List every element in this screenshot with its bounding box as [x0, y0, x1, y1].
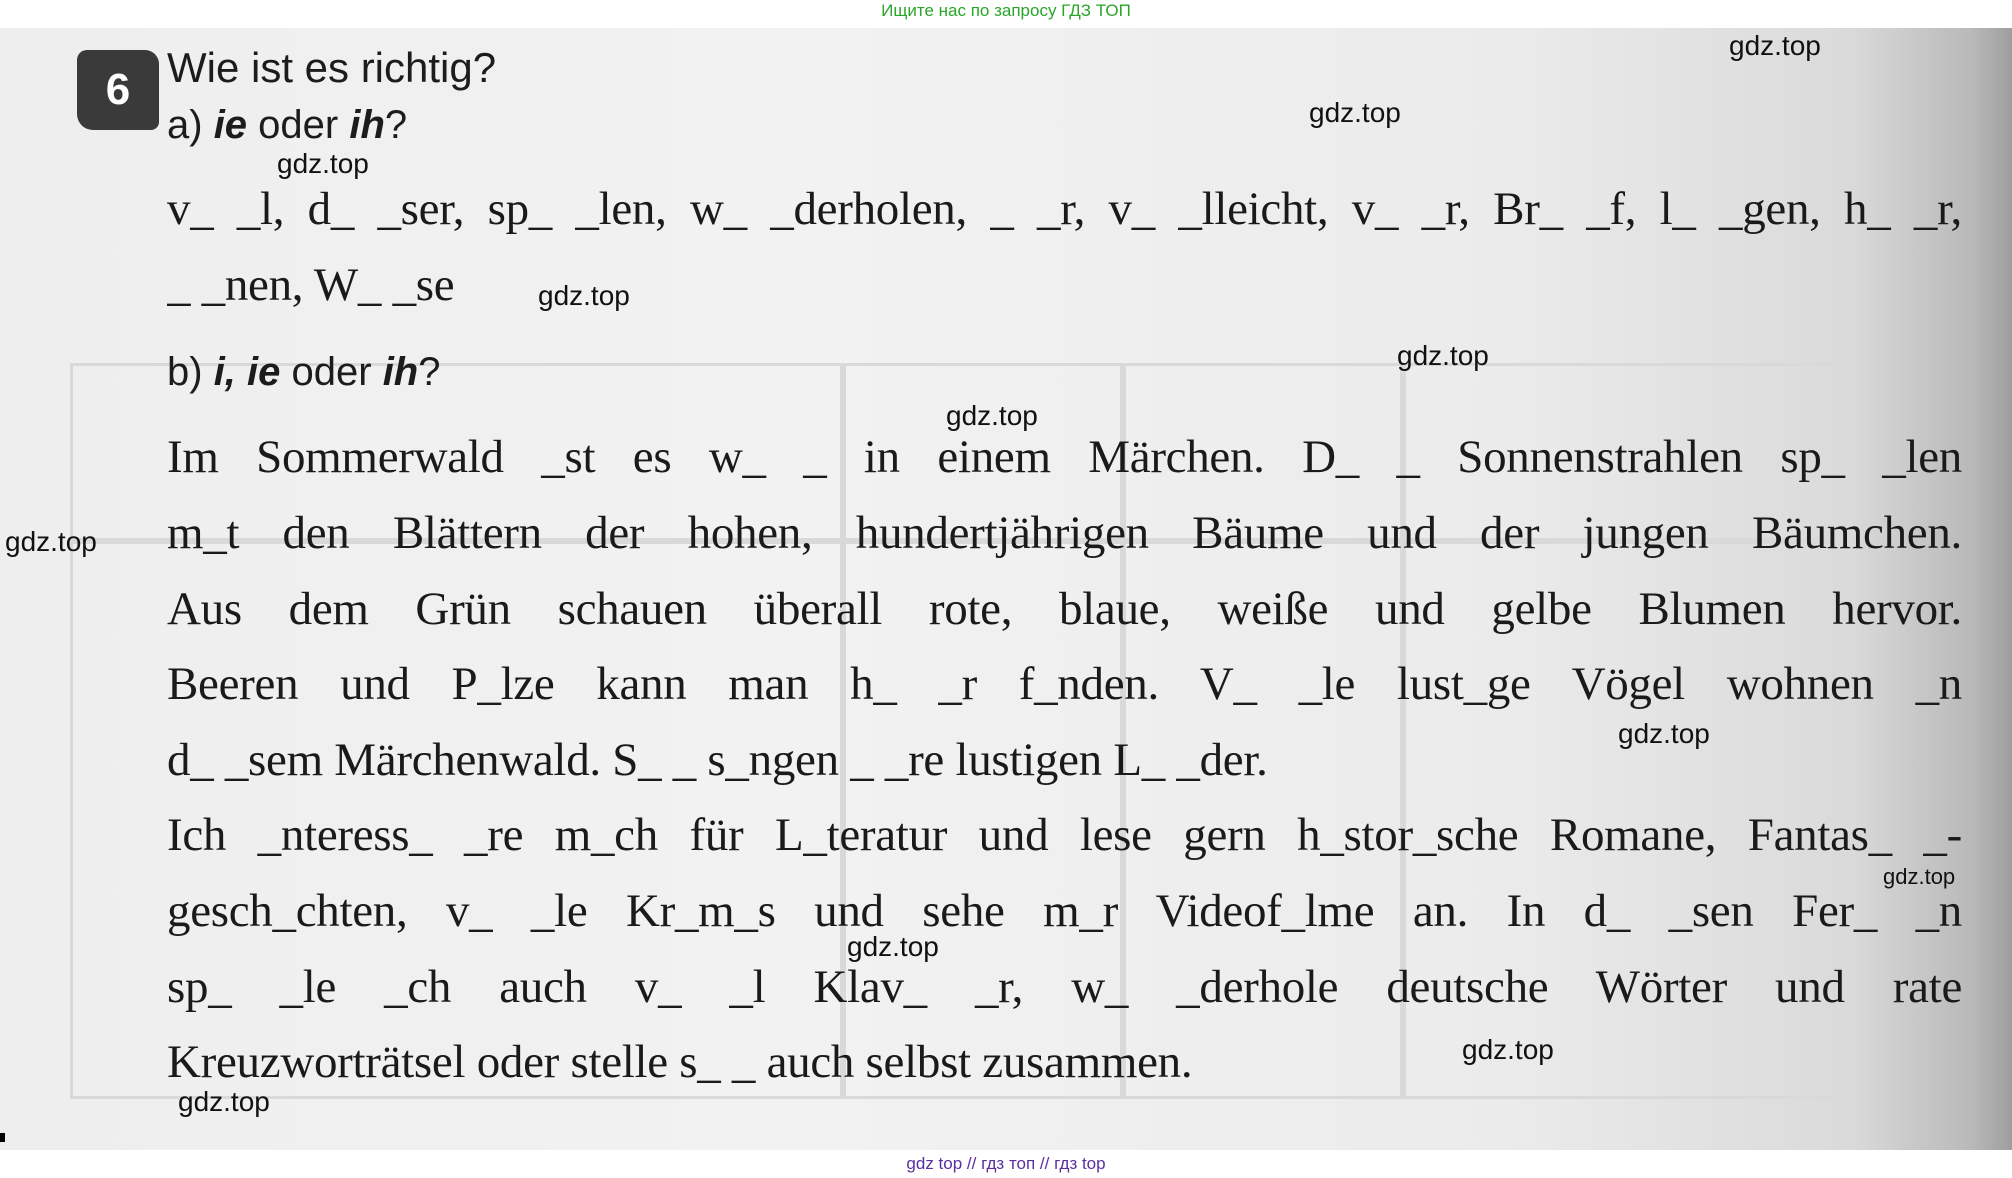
- part-a-label: a) ie oder ih?: [167, 103, 408, 147]
- part-a-line-1: v_ _l, d_ _ser, sp_ _len, w_ _derholen, _ _r, v_ _lleicht, v_ _r, Br_ _f, l_ _gen, h_ _r,: [167, 183, 1962, 235]
- exercise-title: Wie ist es richtig?: [167, 44, 497, 91]
- part-b-line-8: sp_ _le _ch auch v_ _l Klav_ _r, w_ _derhole deutsche Wörter und rate: [167, 961, 1962, 1013]
- watermark: gdz.top: [538, 280, 630, 311]
- part-b-label: b) i, ie oder ih?: [167, 350, 441, 394]
- part-b-line-5: d_ _sem Märchenwald. S_ _ s_ngen _ _re lustigen L_ _der.: [167, 734, 1268, 786]
- exercise-number-badge: 6: [77, 50, 159, 130]
- watermark: gdz.top: [1618, 718, 1710, 749]
- watermark: gdz.top: [1462, 1034, 1554, 1065]
- part-b-line-4: Beeren und P_lze kann man h_ _r f_nden. V_ _le lust_ge Vögel wohnen _n: [167, 658, 1962, 710]
- watermark: gdz.top: [1729, 30, 1821, 61]
- page-edge-mark: [0, 1133, 5, 1142]
- watermark: gdz.top: [847, 931, 939, 962]
- part-b-line-7: gesch_chten, v_ _le Kr_m_s und sehe m_r Videof_lme an. In d_ _sen Fer_ _n: [167, 885, 1962, 937]
- top-banner: Ищите нас по запросу ГДЗ ТОП: [0, 0, 2012, 28]
- watermark: gdz.top: [5, 526, 97, 557]
- watermark: gdz.top: [1309, 97, 1401, 128]
- bottom-banner: gdz top // гдз топ // гдз top: [0, 1150, 2012, 1178]
- watermark: gdz.top: [277, 148, 369, 179]
- part-b-line-9: Kreuzworträtsel oder stelle s_ _ auch selbst zusammen.: [167, 1036, 1193, 1088]
- part-b-line-1: Im Sommerwald _st es w_ _ in einem Märchen. D_ _ Sonnenstrahlen sp_ _len: [167, 431, 1962, 483]
- part-a-line-2: _ _nen, W_ _se: [167, 259, 455, 311]
- watermark: gdz.top: [1397, 340, 1489, 371]
- watermark: gdz.top: [946, 400, 1038, 431]
- watermark: gdz.top: [1883, 864, 1956, 889]
- part-b-line-6: Ich _nteress_ _re m_ch für L_teratur und lese gern h_stor_sche Romane, Fantas_ _-: [167, 809, 1962, 861]
- watermark: gdz.top: [178, 1086, 270, 1117]
- part-b-line-2: m_t den Blättern der hohen, hundertjährigen Bäume und der jungen Bäumchen.: [167, 507, 1962, 559]
- part-b-line-3: Aus dem Grün schauen überall rote, blaue, weiße und gelbe Blumen hervor.: [167, 583, 1962, 635]
